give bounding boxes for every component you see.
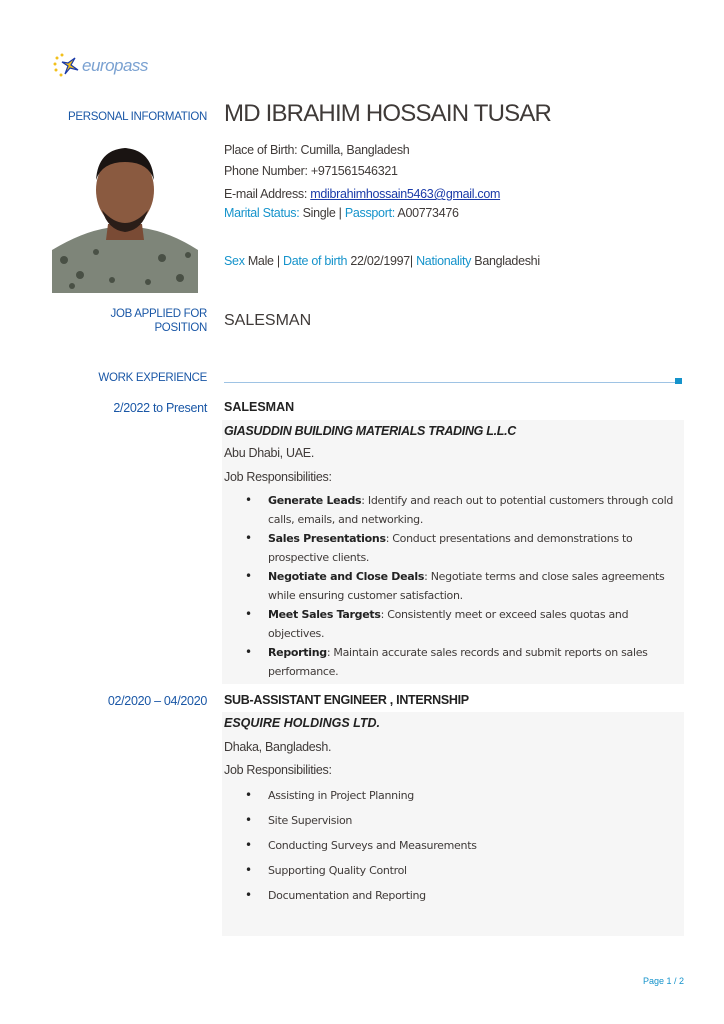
job-applied-value: SALESMAN [224,312,312,329]
list-item: • Reporting: Maintain accurate sales records and submit reports on sales performance. [224,643,684,681]
job-1-responsibilities-list [224,491,684,681]
candidate-name: MD IBRAHIM HOSSAIN TUSAR [224,100,552,127]
section-divider [224,382,676,383]
phone-number: Phone Number: +971561546321 [224,164,398,178]
europass-logo [52,52,152,80]
sex-dob-nationality-line [224,254,540,268]
job-2-responsibilities-list [224,783,684,908]
job-applied-label-line2: POSITION [154,322,207,334]
page-number: Page 1 / 2 [642,976,684,986]
job-2-dates: 02/2020 – 04/2020 [107,694,207,708]
passport-label: Passport: [344,206,395,220]
europass-star-icon [52,52,86,80]
sex-label: Sex [224,254,245,268]
nationality-value: Bangladeshi [471,254,540,268]
email-link[interactable]: mdibrahimhossain5463@gmail.com [310,187,501,201]
list-item: • Documentation and Reporting [224,883,684,908]
job-1-responsibilities-label: Job Responsibilities: [224,470,332,484]
job-2-company: ESQUIRE HOLDINGS LTD. [224,716,381,730]
list-item: • Meet Sales Targets: Consistently meet or exceed sales quotas and objectives. [224,605,684,643]
europass-logo-text: europass [82,56,148,75]
email-line [224,187,500,201]
list-item: • Negotiate and Close Deals: Negotiate terms and close sales agreements while ensuring customer satisfaction. [224,567,684,605]
passport-value: A00773476 [394,206,459,220]
job-applied-label-line1: JOB APPLIED FOR [110,308,207,320]
place-of-birth: Place of Birth: Cumilla, Bangladesh [224,143,410,157]
person-photo-icon [52,140,198,293]
job-2-location: Dhaka, Bangladesh. [224,740,332,754]
work-experience-label: WORK EXPERIENCE [98,372,207,384]
job-1-dates: 2/2022 to Present [113,401,207,415]
list-item: • Supporting Quality Control [224,858,684,883]
job-applied-label [111,307,207,335]
section-divider-marker [675,378,682,384]
job-1-company: GIASUDDIN BUILDING MATERIALS TRADING L.L.C [224,424,517,438]
job-1-title: SALESMAN [224,400,295,414]
marital-status-value: Single | [299,206,345,220]
marital-status-label: Marital Status: [224,206,300,220]
job-2-responsibilities-label: Job Responsibilities: [224,763,332,777]
marital-passport-line [224,206,459,220]
sex-value: Male | [244,254,283,268]
list-item: • Generate Leads: Identify and reach out to potential customers through cold calls, emails, and networking. [224,491,684,529]
list-item: • Sales Presentations: Conduct presentations and demonstrations to prospective clients. [224,529,684,567]
dob-value: 22/02/1997| [347,254,417,268]
job-1-location: Abu Dhabi, UAE. [224,446,314,460]
list-item: • Assisting in Project Planning [224,783,684,808]
dob-label: Date of birth [283,254,348,268]
personal-information-label: PERSONAL INFORMATION [67,111,207,123]
profile-photo [52,140,198,293]
email-label: E-mail Address: [224,187,311,201]
job-2-title: SUB-ASSISTANT ENGINEER , INTERNSHIP [224,693,469,707]
nationality-label: Nationality [416,254,472,268]
list-item: • Site Supervision [224,808,684,833]
list-item: • Conducting Surveys and Measurements [224,833,684,858]
